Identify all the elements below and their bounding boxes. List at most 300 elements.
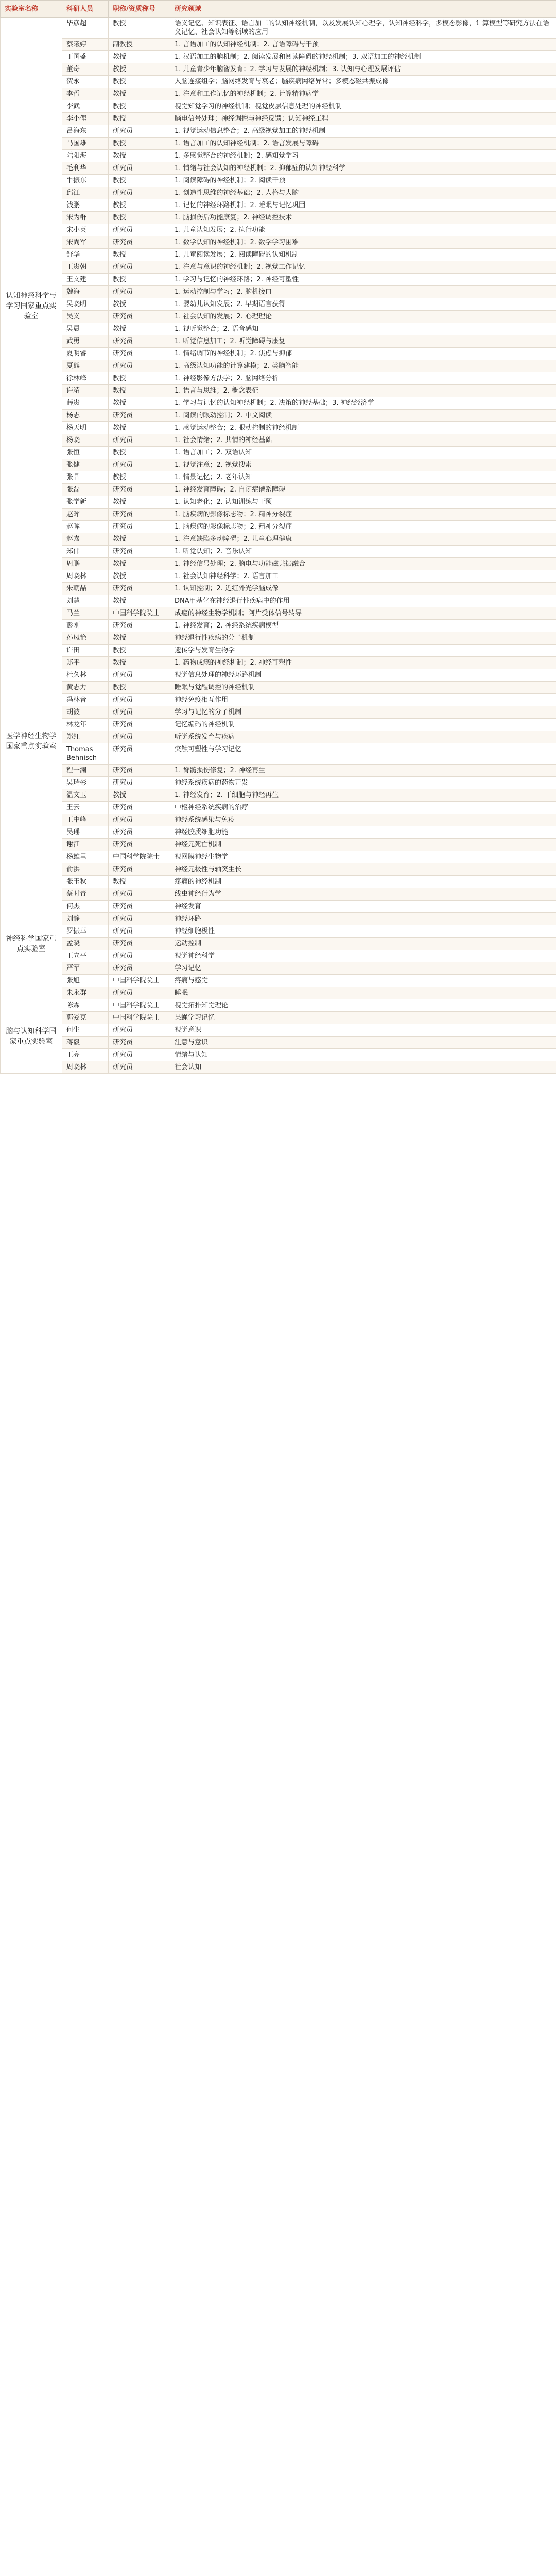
person-name-cell: 王立平 xyxy=(62,950,109,962)
research-field-cell: 1. 语言与思维；2. 概念表征 xyxy=(170,385,556,397)
research-field-cell: 疼痛与感觉 xyxy=(170,975,556,987)
table-row xyxy=(1,471,556,484)
table-row xyxy=(1,261,556,274)
title-cell: 研究员 xyxy=(109,743,170,765)
person-name-cell: 杨天明 xyxy=(62,422,109,434)
table-row xyxy=(1,138,556,150)
research-field-cell: 1. 药物成瘾的神经机制；2. 神经可塑性 xyxy=(170,657,556,669)
table-row xyxy=(1,385,556,397)
person-name-cell: 钱鹏 xyxy=(62,199,109,212)
person-name-cell: 舒华 xyxy=(62,249,109,261)
title-cell: 教授 xyxy=(109,175,170,187)
person-name-cell: 杜久林 xyxy=(62,669,109,682)
research-field-cell: 神经系统疾病的药物开发 xyxy=(170,777,556,789)
person-name-cell: 郑平 xyxy=(62,657,109,669)
table-row xyxy=(1,814,556,826)
title-cell: 研究员 xyxy=(109,348,170,360)
table-row xyxy=(1,113,556,125)
table-row xyxy=(1,274,556,286)
title-cell: 研究员 xyxy=(109,802,170,814)
lab-table xyxy=(0,0,556,1074)
title-cell: 研究员 xyxy=(109,286,170,298)
title-cell: 教授 xyxy=(109,385,170,397)
table-row xyxy=(1,509,556,521)
table-row xyxy=(1,743,556,765)
research-field-cell: 疼痛的神经机制 xyxy=(170,876,556,888)
person-name-cell: 吴晓明 xyxy=(62,298,109,311)
person-name-cell: 何生 xyxy=(62,1024,109,1037)
research-field-cell: 1. 神经发育；2. 干细胞与神经再生 xyxy=(170,789,556,802)
person-name-cell: 吴义 xyxy=(62,311,109,323)
table-row xyxy=(1,975,556,987)
person-name-cell: 王中峰 xyxy=(62,814,109,826)
title-cell: 教授 xyxy=(109,496,170,509)
table-row xyxy=(1,607,556,620)
person-name-cell: 周晓林 xyxy=(62,570,109,583)
table-row xyxy=(1,950,556,962)
title-cell: 研究员 xyxy=(109,839,170,851)
title-cell: 研究员 xyxy=(109,731,170,743)
table-row xyxy=(1,51,556,63)
person-name-cell: 薛贵 xyxy=(62,397,109,410)
research-field-cell: 1. 创造性思维的神经基础；2. 人格与大脑 xyxy=(170,187,556,199)
table-row xyxy=(1,397,556,410)
title-cell: 研究员 xyxy=(109,410,170,422)
person-name-cell: 周晓林 xyxy=(62,1061,109,1074)
research-field-cell: 睡眠 xyxy=(170,987,556,999)
table-row xyxy=(1,765,556,777)
table-row xyxy=(1,125,556,138)
title-cell: 研究员 xyxy=(109,1037,170,1049)
research-field-cell: 1. 脊髓损伤修复；2. 神经再生 xyxy=(170,765,556,777)
title-cell: 教授 xyxy=(109,632,170,645)
person-name-cell: 温文玉 xyxy=(62,789,109,802)
title-cell: 教授 xyxy=(109,789,170,802)
table-row xyxy=(1,360,556,372)
title-cell: 研究员 xyxy=(109,1061,170,1074)
table-row xyxy=(1,372,556,385)
person-name-cell: 朱永群 xyxy=(62,987,109,999)
research-field-cell: 中枢神经系统疾病的治疗 xyxy=(170,802,556,814)
research-field-cell: 成瘾的神经生物学机制；阿片受体信号转导 xyxy=(170,607,556,620)
title-cell: 教授 xyxy=(109,447,170,459)
person-name-cell: 丁国盛 xyxy=(62,51,109,63)
person-name-cell: 赵嘉 xyxy=(62,533,109,546)
person-name-cell: 黄志力 xyxy=(62,682,109,694)
title-cell: 研究员 xyxy=(109,162,170,175)
title-cell: 教授 xyxy=(109,372,170,385)
title-cell: 教授 xyxy=(109,570,170,583)
title-cell: 研究员 xyxy=(109,706,170,719)
research-field-cell: 1. 神经影像方法学；2. 脑网络分析 xyxy=(170,372,556,385)
person-name-cell: 王文建 xyxy=(62,274,109,286)
table-row xyxy=(1,546,556,558)
table-row xyxy=(1,224,556,236)
research-field-cell: 情绪与认知 xyxy=(170,1049,556,1061)
research-field-cell: 记忆编码的神经机制 xyxy=(170,719,556,731)
table-row xyxy=(1,335,556,348)
research-field-cell: 1. 社会情绪；2. 共情的神经基础 xyxy=(170,434,556,447)
person-name-cell: 张晶 xyxy=(62,471,109,484)
title-cell: 教授 xyxy=(109,150,170,162)
title-cell: 教授 xyxy=(109,113,170,125)
header-title: 职称/资质称号 xyxy=(109,1,170,18)
title-cell: 研究员 xyxy=(109,434,170,447)
person-name-cell: 罗振革 xyxy=(62,925,109,938)
research-field-cell: 脑电信号处理；神经调控与神经反馈；认知神经工程 xyxy=(170,113,556,125)
person-name-cell: 杨雄里 xyxy=(62,851,109,863)
title-cell: 研究员 xyxy=(109,826,170,839)
person-name-cell: 张健 xyxy=(62,459,109,471)
title-cell: 中国科学院院士 xyxy=(109,607,170,620)
table-row xyxy=(1,533,556,546)
title-cell: 研究员 xyxy=(109,261,170,274)
research-field-cell: 神经细胞极性 xyxy=(170,925,556,938)
title-cell: 教授 xyxy=(109,422,170,434)
table-row xyxy=(1,434,556,447)
table-row xyxy=(1,731,556,743)
title-cell: 教授 xyxy=(109,212,170,224)
table-row xyxy=(1,236,556,249)
table-row xyxy=(1,496,556,509)
table-row xyxy=(1,175,556,187)
title-cell: 研究员 xyxy=(109,950,170,962)
person-name-cell: 蔡曦婷 xyxy=(62,39,109,51)
person-name-cell: 李小俚 xyxy=(62,113,109,125)
title-cell: 教授 xyxy=(109,471,170,484)
table-row xyxy=(1,311,556,323)
research-field-cell: 1. 运动控制与学习；2. 脑机接口 xyxy=(170,286,556,298)
research-field-cell: 神经系统感染与免疫 xyxy=(170,814,556,826)
title-cell: 研究员 xyxy=(109,620,170,632)
table-row xyxy=(1,162,556,175)
research-field-cell: 1. 情绪调节的神经机制；2. 焦虑与抑郁 xyxy=(170,348,556,360)
table-row xyxy=(1,876,556,888)
title-cell: 研究员 xyxy=(109,224,170,236)
table-row xyxy=(1,459,556,471)
table-row xyxy=(1,888,556,901)
title-cell: 教授 xyxy=(109,76,170,88)
lab-name-cell: 医学神经生物学国家重点实验室 xyxy=(1,595,62,888)
person-name-cell: 郑红 xyxy=(62,731,109,743)
person-name-cell: 谢江 xyxy=(62,839,109,851)
research-field-cell: 1. 情景记忆；2. 老年认知 xyxy=(170,471,556,484)
person-name-cell: 杨志 xyxy=(62,410,109,422)
research-field-cell: 1. 认知控制；2. 近红外光学脑成像 xyxy=(170,583,556,595)
person-name-cell: 武勇 xyxy=(62,335,109,348)
person-name-cell: 冯林音 xyxy=(62,694,109,706)
table-row xyxy=(1,39,556,51)
research-field-cell: 神经胶质细胞功能 xyxy=(170,826,556,839)
person-name-cell: 陆阳海 xyxy=(62,150,109,162)
person-name-cell: 刘静 xyxy=(62,913,109,925)
title-cell: 研究员 xyxy=(109,459,170,471)
title-cell: 教授 xyxy=(109,100,170,113)
research-field-cell: 听觉系统发育与疾病 xyxy=(170,731,556,743)
table-row xyxy=(1,938,556,950)
table-body xyxy=(1,18,556,1074)
title-cell: 研究员 xyxy=(109,777,170,789)
research-field-cell: 视觉神经科学 xyxy=(170,950,556,962)
title-cell: 教授 xyxy=(109,645,170,657)
title-cell: 教授 xyxy=(109,51,170,63)
person-name-cell: 蒋毅 xyxy=(62,1037,109,1049)
research-field-cell: 1. 儿童认知发展；2. 执行功能 xyxy=(170,224,556,236)
research-field-cell: 1. 社会认知神经科学；2. 语言加工 xyxy=(170,570,556,583)
table-row xyxy=(1,249,556,261)
title-cell: 教授 xyxy=(109,138,170,150)
person-name-cell: 胡波 xyxy=(62,706,109,719)
person-name-cell: 董奇 xyxy=(62,63,109,76)
table-row xyxy=(1,570,556,583)
research-field-cell: 1. 脑疾病的影像标志物；2. 精神分裂症 xyxy=(170,509,556,521)
table-row xyxy=(1,682,556,694)
research-field-cell: 1. 儿童青少年脑智发育；2. 学习与发展的神经机制；3. 认知与心理发展评估 xyxy=(170,63,556,76)
person-name-cell: 郭爱克 xyxy=(62,1012,109,1024)
research-field-cell: 1. 数学认知的神经机制；2. 数学学习困难 xyxy=(170,236,556,249)
person-name-cell: 孙凤艳 xyxy=(62,632,109,645)
table-row xyxy=(1,100,556,113)
table-row xyxy=(1,694,556,706)
research-field-cell: 学习与记忆的分子机制 xyxy=(170,706,556,719)
title-cell: 研究员 xyxy=(109,546,170,558)
person-name-cell: 何杰 xyxy=(62,901,109,913)
person-name-cell: 李武 xyxy=(62,100,109,113)
title-cell: 教授 xyxy=(109,63,170,76)
title-cell: 教授 xyxy=(109,682,170,694)
person-name-cell: 王云 xyxy=(62,802,109,814)
research-field-cell: 1. 认知老化；2. 认知训练与干预 xyxy=(170,496,556,509)
research-field-cell: 遗传学与发育生物学 xyxy=(170,645,556,657)
person-name-cell: 邱江 xyxy=(62,187,109,199)
research-field-cell: 1. 听觉认知；2. 音乐认知 xyxy=(170,546,556,558)
table-row xyxy=(1,802,556,814)
table-row xyxy=(1,447,556,459)
header-person: 科研人员 xyxy=(62,1,109,18)
research-field-cell: 1. 脑损伤后功能康复；2. 神经调控技术 xyxy=(170,212,556,224)
table-row xyxy=(1,913,556,925)
title-cell: 研究员 xyxy=(109,360,170,372)
research-field-cell: 1. 神经信号处理；2. 脑电与功能磁共振融合 xyxy=(170,558,556,570)
person-name-cell: 马国雄 xyxy=(62,138,109,150)
research-field-cell: 神经元极性与轴突生长 xyxy=(170,863,556,876)
person-name-cell: 杨晓 xyxy=(62,434,109,447)
person-name-cell: 毛利华 xyxy=(62,162,109,175)
table-row xyxy=(1,1049,556,1061)
research-field-cell: 1. 注意缺陷多动障碍；2. 儿童心理健康 xyxy=(170,533,556,546)
table-row xyxy=(1,999,556,1012)
research-field-cell: 视觉信息处理的神经环路机制 xyxy=(170,669,556,682)
table-row xyxy=(1,76,556,88)
research-field-cell: 神经免疫相互作用 xyxy=(170,694,556,706)
person-name-cell: 许田 xyxy=(62,645,109,657)
person-name-cell: 张旭 xyxy=(62,975,109,987)
person-name-cell: 许靖 xyxy=(62,385,109,397)
title-cell: 研究员 xyxy=(109,236,170,249)
title-cell: 研究员 xyxy=(109,888,170,901)
title-cell: 研究员 xyxy=(109,913,170,925)
research-field-cell: 1. 阅读障碍的神经机制；2. 阅读干预 xyxy=(170,175,556,187)
title-cell: 研究员 xyxy=(109,987,170,999)
table-row xyxy=(1,583,556,595)
title-cell: 教授 xyxy=(109,199,170,212)
title-cell: 中国科学院院士 xyxy=(109,999,170,1012)
table-row xyxy=(1,669,556,682)
title-cell: 教授 xyxy=(109,88,170,100)
title-cell: 教授 xyxy=(109,595,170,607)
title-cell: 教授 xyxy=(109,18,170,39)
title-cell: 研究员 xyxy=(109,962,170,975)
table-row xyxy=(1,657,556,669)
table-row xyxy=(1,212,556,224)
research-field-cell: 1. 语言加工；2. 双语认知 xyxy=(170,447,556,459)
research-field-cell: 视网膜神经生物学 xyxy=(170,851,556,863)
table-row xyxy=(1,645,556,657)
research-field-cell: 神经发育 xyxy=(170,901,556,913)
research-field-cell: 1. 记忆的神经环路机制；2. 睡眠与记忆巩固 xyxy=(170,199,556,212)
person-name-cell: 张玉秋 xyxy=(62,876,109,888)
person-name-cell: 牛振东 xyxy=(62,175,109,187)
table-row xyxy=(1,789,556,802)
person-name-cell: 吴晨 xyxy=(62,323,109,335)
research-field-cell: 突触可塑性与学习记忆 xyxy=(170,743,556,765)
table-row xyxy=(1,839,556,851)
title-cell: 研究员 xyxy=(109,1024,170,1037)
title-cell: 研究员 xyxy=(109,669,170,682)
title-cell: 教授 xyxy=(109,249,170,261)
person-name-cell: 毕彦超 xyxy=(62,18,109,39)
title-cell: 研究员 xyxy=(109,938,170,950)
person-name-cell: 蔡时青 xyxy=(62,888,109,901)
table-row xyxy=(1,521,556,533)
research-field-cell: 睡眠与觉醒调控的神经机制 xyxy=(170,682,556,694)
title-cell: 研究员 xyxy=(109,187,170,199)
title-cell: 中国科学院院士 xyxy=(109,1012,170,1024)
person-name-cell: 宋尚军 xyxy=(62,236,109,249)
table-row xyxy=(1,298,556,311)
person-name-cell: 吴瑶 xyxy=(62,826,109,839)
title-cell: 研究员 xyxy=(109,901,170,913)
title-cell: 研究员 xyxy=(109,765,170,777)
table-row xyxy=(1,863,556,876)
title-cell: 教授 xyxy=(109,558,170,570)
person-name-cell: 夏熊 xyxy=(62,360,109,372)
research-field-cell: DNA甲基化在神经退行性疾病中的作用 xyxy=(170,595,556,607)
title-cell: 研究员 xyxy=(109,335,170,348)
person-name-cell: 吴瑞彬 xyxy=(62,777,109,789)
person-name-cell: 魏海 xyxy=(62,286,109,298)
title-cell: 研究员 xyxy=(109,925,170,938)
table-row xyxy=(1,706,556,719)
research-field-cell: 1. 阅读的眼动控制；2. 中文阅读 xyxy=(170,410,556,422)
person-name-cell: 张恒 xyxy=(62,447,109,459)
title-cell: 研究员 xyxy=(109,814,170,826)
lab-name-cell: 神经科学国家重点实验室 xyxy=(1,888,62,999)
table-row xyxy=(1,851,556,863)
table-row xyxy=(1,595,556,607)
table-row xyxy=(1,1037,556,1049)
research-field-cell: 1. 多感觉整合的神经机制；2. 感知觉学习 xyxy=(170,150,556,162)
lab-name-cell: 脑与认知科学国家重点实验室 xyxy=(1,999,62,1074)
research-field-cell: 1. 注意与意识的神经机制；2. 视觉工作记忆 xyxy=(170,261,556,274)
research-field-cell: 1. 汉语加工的脑机制；2. 阅读发展和阅读障碍的神经机制；3. 双语加工的神经机制 xyxy=(170,51,556,63)
research-field-cell: 1. 情绪与社会认知的神经机制；2. 抑郁症的认知神经科学 xyxy=(170,162,556,175)
table-row xyxy=(1,88,556,100)
table-row xyxy=(1,777,556,789)
table-row xyxy=(1,286,556,298)
person-name-cell: 孟晓 xyxy=(62,938,109,950)
title-cell: 教授 xyxy=(109,397,170,410)
person-name-cell: 俞洪 xyxy=(62,863,109,876)
person-name-cell: 赵晖 xyxy=(62,521,109,533)
research-field-cell: 1. 注意和工作记忆的神经机制；2. 计算精神病学 xyxy=(170,88,556,100)
table-row xyxy=(1,987,556,999)
research-field-cell: 社会认知 xyxy=(170,1061,556,1074)
research-field-cell: 1. 社会认知的发展；2. 心理理论 xyxy=(170,311,556,323)
table-row xyxy=(1,1061,556,1074)
person-name-cell: 马兰 xyxy=(62,607,109,620)
research-field-cell: 学习记忆 xyxy=(170,962,556,975)
person-name-cell: 陈霖 xyxy=(62,999,109,1012)
table-row xyxy=(1,199,556,212)
research-field-cell: 神经元死亡机制 xyxy=(170,839,556,851)
title-cell: 副教授 xyxy=(109,39,170,51)
research-field-cell: 注意与意识 xyxy=(170,1037,556,1049)
title-cell: 研究员 xyxy=(109,583,170,595)
person-name-cell: 李哲 xyxy=(62,88,109,100)
research-field-cell: 1. 婴幼儿认知发展；2. 早期语言获得 xyxy=(170,298,556,311)
person-name-cell: 贺永 xyxy=(62,76,109,88)
research-field-cell: 1. 听觉信息加工；2. 听觉障碍与康复 xyxy=(170,335,556,348)
research-field-cell: 1. 语言加工的认知神经机制；2. 语言发展与障碍 xyxy=(170,138,556,150)
research-field-cell: 1. 神经发育障碍；2. 自闭症谱系障碍 xyxy=(170,484,556,496)
title-cell: 研究员 xyxy=(109,863,170,876)
table-row xyxy=(1,558,556,570)
research-field-cell: 1. 感觉运动整合；2. 眼动控制的神经机制 xyxy=(170,422,556,434)
person-name-cell: 程一澜 xyxy=(62,765,109,777)
research-field-cell: 语义记忆、知识表征、语言加工的认知神经机制，以及发展认知心理学，认知神经科学，多模态影像，计算模型等研究方法在语义记忆、社会认知等领域的应用 xyxy=(170,18,556,39)
title-cell: 研究员 xyxy=(109,521,170,533)
table-row xyxy=(1,1012,556,1024)
table-row xyxy=(1,620,556,632)
title-cell: 教授 xyxy=(109,657,170,669)
table-row xyxy=(1,632,556,645)
person-name-cell: 王亮 xyxy=(62,1049,109,1061)
research-field-cell: 1. 脑疾病的影像标志物；2. 精神分裂症 xyxy=(170,521,556,533)
research-field-cell: 神经退行性疾病的分子机制 xyxy=(170,632,556,645)
lab-name-cell: 认知神经科学与学习国家重点实验室 xyxy=(1,18,62,595)
title-cell: 教授 xyxy=(109,323,170,335)
table-row xyxy=(1,323,556,335)
title-cell: 教授 xyxy=(109,533,170,546)
table-row xyxy=(1,410,556,422)
research-field-cell: 运动控制 xyxy=(170,938,556,950)
table-row xyxy=(1,422,556,434)
person-name-cell: 张学新 xyxy=(62,496,109,509)
person-name-cell: 宋为群 xyxy=(62,212,109,224)
table-row xyxy=(1,962,556,975)
research-field-cell: 视觉拓扑知觉理论 xyxy=(170,999,556,1012)
person-name-cell: 赵晖 xyxy=(62,509,109,521)
research-field-cell: 线虫神经行为学 xyxy=(170,888,556,901)
person-name-cell: 张磊 xyxy=(62,484,109,496)
table-row xyxy=(1,348,556,360)
research-field-cell: 视觉意识 xyxy=(170,1024,556,1037)
table-row xyxy=(1,484,556,496)
table-row xyxy=(1,901,556,913)
title-cell: 研究员 xyxy=(109,484,170,496)
research-field-cell: 果蝇学习记忆 xyxy=(170,1012,556,1024)
